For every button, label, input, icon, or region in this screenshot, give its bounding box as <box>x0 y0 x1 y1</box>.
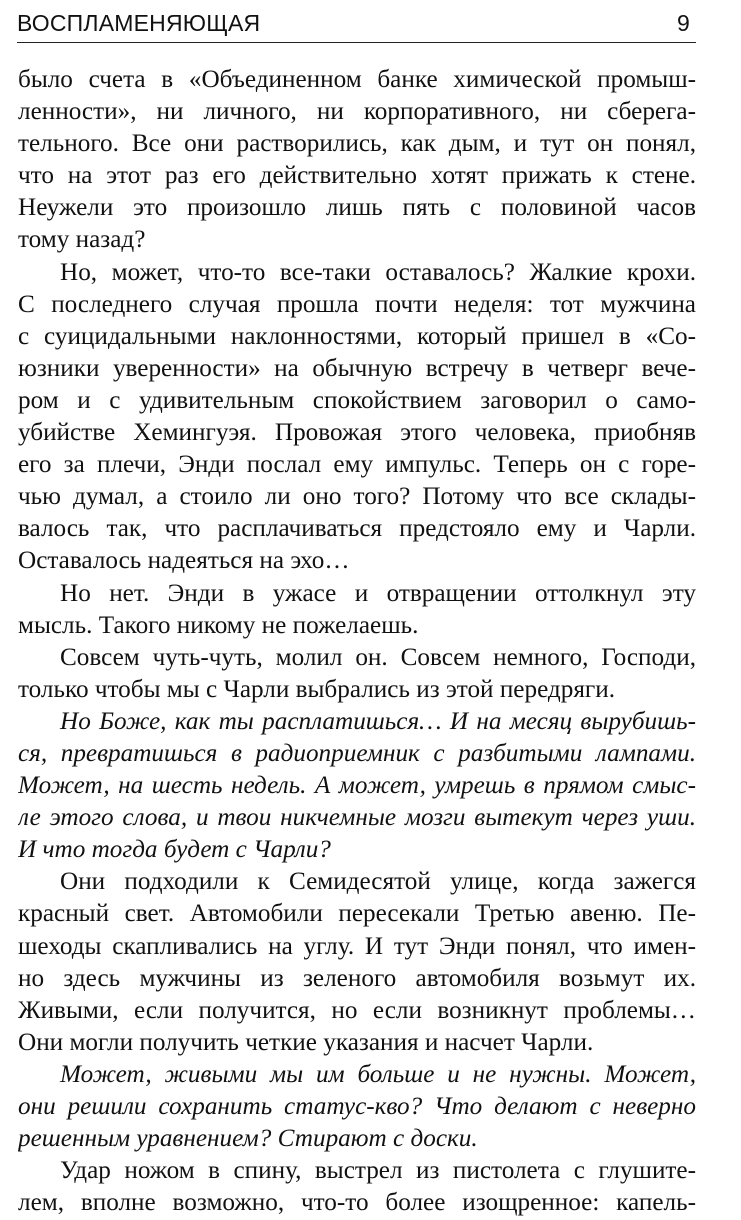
text-line: ром и с удивительным спокойствием заговорил о само- <box>18 386 696 414</box>
text-line: Они подходили к Семидесятой улице, когда зажегся <box>60 868 696 896</box>
text-line: Но Боже, как ты расплатишься… И на месяц вырубишь- <box>60 707 696 735</box>
text-line: Может, на шесть недель. А может, умрешь в прямом смыс- <box>18 772 696 800</box>
text-line: тельного. Все они растворились, как дым, и тут он понял, <box>18 130 696 158</box>
text-line: И что тогда будет с Чарли? <box>18 836 331 864</box>
text-line: Живыми, если получится, но если возникнут проблемы… <box>18 996 696 1024</box>
text-line: Совсем чуть-чуть, молил он. Совсем немного, Господи, <box>60 643 696 671</box>
text-line: тому назад? <box>18 226 146 254</box>
text-line: Они могли получить четкие указания и насчет Чарли. <box>18 1028 594 1056</box>
text-line: шеходы скапливались на углу. И тут Энди понял, что имен- <box>18 932 696 960</box>
text-line: юзники уверенности» на обычную встречу в четверг вече- <box>18 354 696 382</box>
text-line: мысль. Такого никому не пожелаешь. <box>18 611 419 639</box>
text-line: Но нет. Энди в ужасе и отвращении оттолкнул эту <box>60 579 696 607</box>
text-line: они решили сохранить статус-кво? Что делают с неверно <box>18 1093 696 1120</box>
text-line: чью думал, а стоило ли оно того? Потому что все склады- <box>18 483 696 511</box>
text-line: с суицидальными наклонностями, который пришел в «Со- <box>18 322 696 350</box>
running-header <box>17 8 696 43</box>
text-line: было счета в «Объединенном банке химической промыш- <box>18 66 696 93</box>
text-line: Но, может, что-то все-таки оставалось? Жалкие крохи. <box>60 258 696 286</box>
text-line: решенным уравнением? Стирают с доски. <box>18 1125 478 1153</box>
text-line: Неужели это произошло лишь пять с половиной часов <box>18 194 696 222</box>
text-line: убийстве Хемингуэя. Провожая этого человека, приобняв <box>18 419 696 447</box>
chapter-title: ВОСПЛАМЕНЯЮЩАЯ <box>17 10 261 36</box>
text-line: красный свет. Автомобили пересекали Третью авеню. Пе- <box>18 900 696 928</box>
text-line: Оставалось надеяться на эхо… <box>18 547 350 575</box>
text-line: его за плечи, Энди послал ему импульс. Теперь он с горе- <box>18 451 696 479</box>
text-line: ленности», ни личного, ни корпоративного, ни сберега- <box>18 98 696 126</box>
body-text <box>18 64 696 1219</box>
text-line: только чтобы мы с Чарли выбрались из этой передряги. <box>18 675 616 703</box>
text-line: Удар ножом в спину, выстрел из пистолета с глушите- <box>60 1157 696 1185</box>
text-line: ся, превратишься в радиоприемник с разбитыми лампами. <box>18 739 696 767</box>
text-line: ле этого слова, и твои никчемные мозги вытекут через уши. <box>18 804 696 832</box>
text-line: что на этот раз его действительно хотят прижать к стене. <box>18 162 696 190</box>
page-number: 9 <box>677 10 690 36</box>
text-line: С последнего случая прошла почти неделя: тот мужчина <box>18 290 696 318</box>
text-line: но здесь мужчины из зеленого автомобиля возьмут их. <box>18 964 696 992</box>
text-line: валось так, что расплачиваться предстояло ему и Чарли. <box>18 515 696 543</box>
text-line: Может, живыми мы им больше и не нужны. Может, <box>60 1060 696 1088</box>
text-line: лем, вполне возможно, что-то более изощренное: капель- <box>18 1189 696 1217</box>
